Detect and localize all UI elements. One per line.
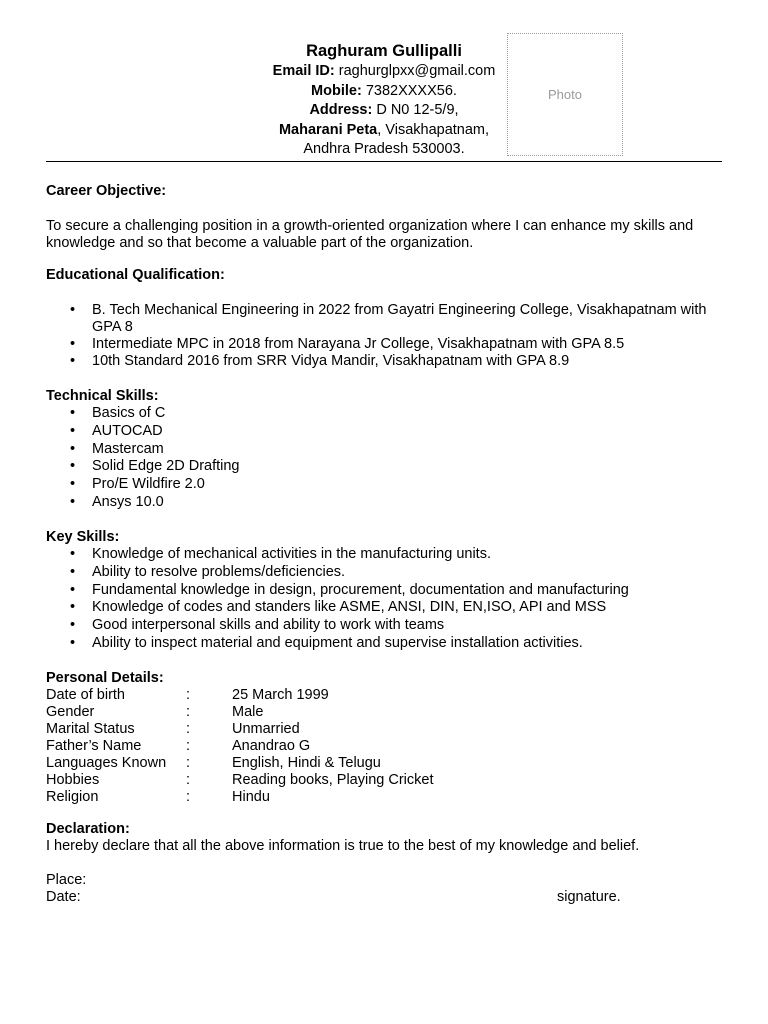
photo-placeholder	[507, 33, 623, 156]
header-divider	[46, 161, 722, 162]
candidate-name: Raghuram Gullipalli	[306, 42, 462, 60]
technical-skills-section	[46, 388, 726, 512]
table-row	[46, 704, 726, 721]
address-label: Address:	[309, 102, 373, 118]
list-item: • Ability to resolve problems/deficiencies.	[46, 564, 726, 582]
technical-skills-list	[46, 405, 726, 512]
photo-label: Photo	[548, 87, 582, 102]
detail-separator: :	[186, 755, 191, 771]
technical-skills-heading: Technical Skills:	[46, 388, 159, 404]
date-label: Date:	[46, 889, 81, 905]
email-line	[250, 62, 518, 82]
detail-label: Father’s Name	[46, 738, 142, 754]
list-item: • Solid Edge 2D Drafting	[46, 458, 726, 476]
education-list	[46, 302, 726, 370]
address-line-2	[250, 121, 518, 141]
address-line	[250, 101, 518, 121]
list-item: • 10th Standard 2016 from SRR Vidya Mandir, Visakhapatnam with GPA 8.9	[46, 353, 726, 370]
address-line-3: Andhra Pradesh 530003.	[303, 141, 465, 157]
personal-details-table	[46, 687, 726, 806]
table-row	[46, 789, 726, 806]
table-row	[46, 721, 726, 738]
key-skills-heading: Key Skills:	[46, 529, 120, 545]
address-value: D N0 12-5/9,	[372, 102, 459, 118]
mobile-line	[250, 82, 518, 102]
list-item: • Good interpersonal skills and ability to work with teams	[46, 617, 726, 635]
detail-value: Hindu	[232, 789, 270, 805]
detail-value: Unmarried	[232, 721, 300, 737]
detail-value: Anandrao G	[232, 738, 311, 754]
mobile-value: 7382XXXX56.	[361, 82, 457, 99]
detail-label: Religion	[46, 789, 99, 805]
mobile-label: Mobile:	[311, 82, 362, 99]
detail-label: Hobbies	[46, 772, 100, 788]
declaration-section	[46, 821, 726, 855]
declaration-heading: Declaration:	[46, 821, 130, 837]
list-item: • B. Tech Mechanical Engineering in 2022 from Gayatri Engineering College, Visakhapatnam with GPA 8	[46, 302, 726, 336]
education-heading: Educational Qualification:	[46, 267, 225, 283]
email-value: raghurglpxx@gmail.com	[334, 63, 496, 79]
detail-separator: :	[186, 772, 191, 788]
table-row	[46, 738, 726, 755]
detail-label: Gender	[46, 704, 95, 720]
list-item: • Pro/E Wildfire 2.0	[46, 476, 726, 494]
detail-separator: :	[186, 738, 191, 754]
detail-separator: :	[186, 789, 191, 805]
table-row	[46, 772, 726, 789]
list-item: • Fundamental knowledge in design, procurement, documentation and manufacturing	[46, 582, 726, 600]
email-label: Email ID:	[272, 63, 335, 79]
table-row	[46, 755, 726, 772]
declaration-text: I hereby declare that all the above information is true to the best of my knowledge and belief.	[46, 838, 640, 854]
list-item: • Ansys 10.0	[46, 494, 726, 512]
key-skills-section	[46, 529, 726, 653]
list-item: • Basics of C	[46, 405, 726, 423]
table-row	[46, 687, 726, 704]
key-skills-list	[46, 546, 726, 653]
personal-details-heading: Personal Details:	[46, 670, 164, 686]
detail-label: Marital Status	[46, 721, 135, 737]
personal-details-section	[46, 670, 726, 806]
resume-header	[250, 40, 518, 160]
list-item: • Knowledge of codes and standers like ASME, ANSI, DIN, EN,ISO, API and MSS	[46, 599, 726, 617]
career-objective-text: To secure a challenging position in a growth-oriented organization where I can enhance my skills and knowledge and so that become a valuable part of the organization.	[46, 218, 694, 251]
detail-value: 25 March 1999	[232, 687, 329, 703]
list-item: • Mastercam	[46, 441, 726, 459]
address-locality: Maharani Peta	[278, 121, 378, 138]
detail-value: English, Hindi & Telugu	[232, 755, 381, 771]
list-item: • Ability to inspect material and equipment and supervise installation activities.	[46, 635, 726, 653]
detail-separator: :	[186, 704, 191, 720]
list-item: • Intermediate MPC in 2018 from Narayana Jr College, Visakhapatnam with GPA 8.5	[46, 336, 726, 353]
signature-label: signature.	[557, 889, 621, 905]
detail-label: Date of birth	[46, 687, 125, 703]
detail-separator: :	[186, 687, 191, 703]
detail-separator: :	[186, 721, 191, 737]
detail-value: Male	[232, 704, 264, 720]
detail-label: Languages Known	[46, 755, 167, 771]
list-item: • Knowledge of mechanical activities in the manufacturing units.	[46, 546, 726, 564]
list-item: • AUTOCAD	[46, 423, 726, 441]
place-label: Place:	[46, 872, 87, 888]
education-section	[46, 267, 726, 370]
career-objective-section	[46, 183, 726, 252]
address-city: , Visakhapatnam,	[377, 121, 490, 138]
detail-value: Reading books, Playing Cricket	[232, 772, 434, 788]
career-objective-heading: Career Objective:	[46, 183, 167, 199]
